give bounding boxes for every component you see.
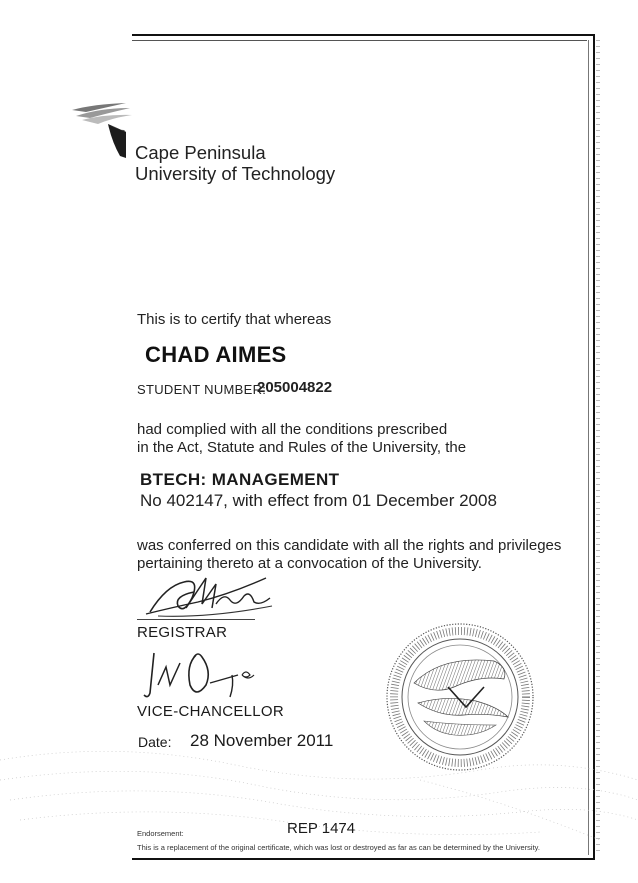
date-label: Date: [138,734,172,750]
endorsement-label: Endorsement: [137,829,184,838]
conditions-text [137,421,557,457]
conditions-line2: in the Act, Statute and Rules of the University, the [137,439,467,456]
student-number-label: STUDENT NUMBER: [137,382,267,397]
degree-detail: No 402147, with effect from 01 December 2008 [140,491,497,510]
right-border-inner [588,40,589,855]
vice-chancellor-signature [140,645,270,701]
registrar-line [137,619,255,620]
endorsement-value: REP 1474 [287,820,356,837]
university-name-line2: University of Technology [135,163,336,184]
registrar-label: REGISTRAR [137,624,228,641]
bottom-border [132,858,594,860]
university-seal-icon [384,621,536,773]
university-name-line1: Cape Peninsula [135,142,266,163]
replacement-note: This is a replacement of the original certificate, which was lost or destroyed as far as can be determined by the University. [137,843,540,852]
registrar-signature [140,568,280,620]
right-border [593,34,595,860]
top-border [132,34,594,36]
student-name: CHAD AIMES [145,342,287,367]
conditions-line1: had complied with all the conditions prescribed [137,421,448,438]
university-name [135,142,335,184]
date-value: 28 November 2011 [190,731,334,750]
top-border-inner [132,40,587,41]
right-border-pattern [596,40,600,855]
vice-chancellor-label: VICE-CHANCELLOR [137,703,285,720]
conferred-line1: was conferred on this candidate with all the rights and privileges [137,537,562,554]
university-logo-icon [68,98,138,162]
certify-text: This is to certify that whereas [137,311,332,328]
degree-title: BTECH: MANAGEMENT [140,470,340,489]
conferred-line2: pertaining thereto at a convocation of the University. [137,555,482,572]
student-number: 205004822 [257,379,333,396]
